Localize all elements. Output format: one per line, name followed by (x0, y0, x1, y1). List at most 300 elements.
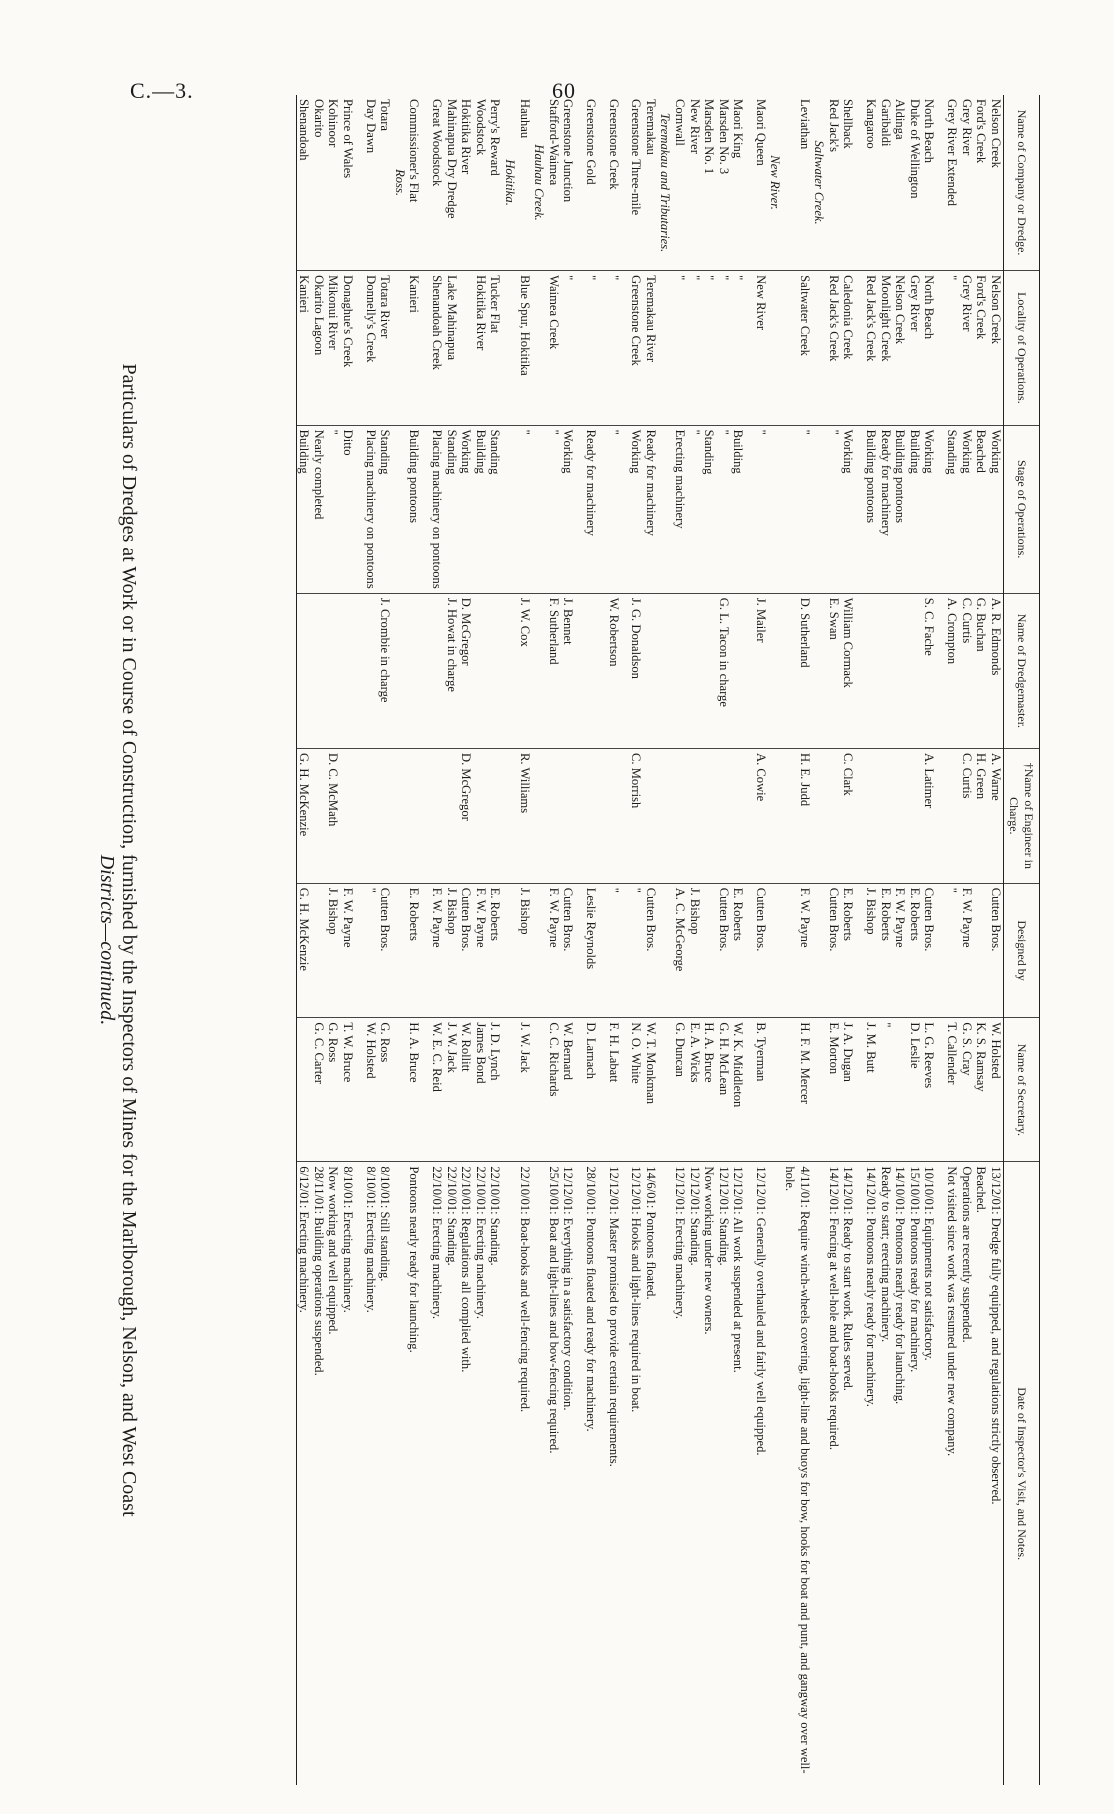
table-row (716, 95, 731, 1785)
table-cell: Blue Spur, Hokitika (517, 271, 532, 425)
table-cell: Teremakau River (643, 271, 658, 425)
table-cell: Grey River (959, 271, 974, 425)
table-cell: J. W. Jack (444, 1018, 459, 1162)
table-cell: J. Bishop (444, 883, 459, 1018)
table-cell: Cutten Bros. (561, 883, 576, 1018)
table-cell: W. Rollitt (459, 1018, 474, 1162)
table-cell: Nelson Creek (988, 271, 1003, 425)
table-cell (583, 749, 598, 884)
table-cell: A. Crompton (944, 593, 959, 748)
table-cell: Grey River Extended (945, 99, 960, 207)
table-row (959, 95, 974, 1785)
table-cell (893, 749, 908, 884)
table-cell (392, 749, 407, 884)
table-row (841, 95, 856, 1785)
table-cell: Hokitika River (459, 99, 474, 175)
document-code: C.—3. (130, 78, 194, 103)
table-cell: J. Howat in charge (444, 593, 459, 748)
table-cell: 14/10/01: Pontoons nearly ready for launching. (893, 1162, 908, 1785)
table-cell: J. W. Cox (517, 593, 532, 748)
table-cell: " (944, 883, 959, 1018)
table-cell: Kanieri (296, 271, 311, 425)
table-cell (392, 425, 407, 593)
table-cell: F. H. Labatt (606, 1018, 621, 1162)
table-cell: Nelson Creek (988, 99, 1003, 168)
table-cell: D. Sutherland (783, 593, 812, 748)
table-cell: D. C. McMath (326, 749, 341, 884)
table-cell (546, 749, 561, 884)
table-cell: Mikonui River (326, 271, 341, 425)
table-cell: Saltwater Creek (783, 271, 812, 425)
table-cell: 13/12/01: Dredge fully equipped, and regulations strictly observed. (988, 1162, 1003, 1785)
table-cell: Maori King (731, 99, 746, 159)
table-cell: Shenandoah (296, 95, 311, 271)
table-row (340, 95, 355, 1785)
table-cell (488, 749, 503, 884)
table-cell (768, 425, 783, 593)
table-cell: G. L. Tacon in charge (716, 593, 731, 748)
table-cell: " (731, 271, 746, 425)
table-cell: A. C. McGeorge (672, 883, 687, 1018)
table-cell: " (783, 425, 812, 593)
table-cell (944, 749, 959, 884)
table-cell: Marsden No. 1 (702, 99, 717, 175)
table-cell: J. M. Butt (863, 1018, 878, 1162)
table-cell: Cutten Bros. (922, 883, 937, 1018)
table-cell (311, 883, 326, 1018)
table-cell: Commissioner's Flat (407, 99, 422, 203)
table-cell (658, 883, 673, 1018)
table-row (363, 95, 378, 1785)
table-cell: " (702, 271, 717, 425)
table-row (296, 95, 311, 1785)
table-cell: 22/10/01: Boat-hooks and well-fencing required. (517, 1162, 532, 1785)
table-cell (907, 593, 922, 748)
table-cell: L. G. Reeves (922, 1018, 937, 1162)
table-cell: " (629, 883, 644, 1018)
table-cell: G. Ross (326, 1018, 341, 1162)
table-cell: Waimea Creek (546, 271, 561, 425)
table-cell (672, 593, 687, 748)
table-cell: E. Morton (826, 1018, 841, 1162)
table-cell: J. Bishop (517, 883, 532, 1018)
table-cell: Placing machinery on pontoons (429, 425, 444, 593)
table-row (407, 95, 422, 1785)
table-row (702, 95, 717, 1785)
table-cell: Operations are recently suspended. (959, 1162, 974, 1785)
table-cell: Day Dawn (363, 99, 378, 154)
table-cell (561, 749, 576, 884)
column-header: Designed by (1003, 883, 1039, 1018)
table-cell (658, 1018, 673, 1162)
table-row (488, 95, 503, 1785)
table-cell: C. Clark (841, 749, 856, 884)
page-title (96, 95, 140, 1785)
table-cell: D. McGregor (459, 593, 474, 748)
table-cell: Teremakau (643, 99, 658, 155)
table-row (517, 95, 532, 1785)
table-cell: Cutten Bros. (753, 883, 768, 1018)
rotated-table-block (50, 95, 1040, 1785)
table-cell: J. Bishop (687, 883, 702, 1018)
table-row (583, 95, 598, 1785)
table-cell (392, 271, 407, 425)
table-cell: J. D. Lynch (488, 1018, 503, 1162)
table-cell: 8/10/01: Erecting machinery. (363, 1162, 378, 1785)
table-cell: James Bond (473, 1018, 488, 1162)
table-cell: Stafford-Waimea (546, 99, 561, 186)
table-cell: 22/10/01: Regulations all complied with. (459, 1162, 474, 1785)
table-cell (296, 1018, 311, 1162)
table-cell: 10/10/01: Equipments not satisfactory. (922, 1162, 937, 1785)
table-cell: " (753, 425, 768, 593)
table-cell: 12/12/01: Erecting machinery. (672, 1162, 687, 1785)
table-cell: H. Green (974, 749, 989, 884)
table-header-row (1003, 95, 1039, 1785)
table-cell: A. R. Edmonds (988, 593, 1003, 748)
table-cell: Grey River (959, 99, 974, 156)
table-cell: Cutten Bros. (826, 883, 841, 1018)
table-cell: Kangaroo (864, 99, 879, 149)
table-cell (473, 749, 488, 884)
table-cell: E. Roberts (841, 883, 856, 1018)
table-cell: Working (959, 425, 974, 593)
table-cell: " (944, 271, 959, 425)
table-cell (687, 749, 702, 884)
table-cell: Ford's Creek (974, 99, 989, 164)
table-cell: H. F. M. Mercer (783, 1018, 812, 1162)
table-cell: Greenstone Creek (629, 271, 644, 425)
table-cell (502, 1162, 517, 1785)
section-row (658, 95, 673, 1785)
table-cell (407, 749, 422, 884)
table-cell: 12/12/01: Standing. (687, 1162, 702, 1785)
table-cell (502, 593, 517, 748)
table-cell: " (326, 425, 341, 593)
table-cell: Beached (974, 425, 989, 593)
table-cell: " (878, 1018, 893, 1162)
table-cell: Perry's Reward (488, 99, 503, 176)
table-cell: Cutten Bros. (643, 883, 658, 1018)
table-cell: New River (687, 99, 702, 154)
table-row (378, 95, 393, 1785)
table-cell: W. E. C. Reid (429, 1018, 444, 1162)
table-cell: Teremakau and Tributaries. (658, 112, 673, 253)
table-cell: Caledonia Creek (841, 271, 856, 425)
table-cell (502, 749, 517, 884)
table-row (893, 95, 908, 1785)
table-row (783, 95, 812, 1785)
table-cell: Red Jack's Creek (863, 271, 878, 425)
table-cell: 14/12/01: Pontoons nearly ready for machinery. (863, 1162, 878, 1785)
table-cell: Building pontoons (893, 425, 908, 593)
table-cell: 4/11/01: Require winch-wheels covering, light-line and buoys for bow, hooks for boat and punt, and gangway over well-hole. (783, 1162, 812, 1785)
table-cell: Working (922, 425, 937, 593)
table-cell (459, 271, 474, 425)
table-cell: Standing (444, 425, 459, 593)
table-cell: Hokitika. (503, 159, 517, 206)
table-cell (658, 1162, 673, 1785)
table-cell: Cutten Bros. (988, 883, 1003, 1018)
table-cell: Prince of Wales (341, 99, 356, 179)
table-cell: Donnelly's Creek (363, 271, 378, 425)
table-cell (606, 749, 621, 884)
table-cell (429, 593, 444, 748)
table-cell: " (687, 271, 702, 425)
table-row (731, 95, 746, 1785)
table-cell: Hauhau (517, 99, 532, 139)
table-cell: Hauhau Creek. (532, 144, 547, 221)
table-row (546, 95, 561, 1785)
table-cell (768, 1162, 783, 1785)
table-cell: G. C. Carter (311, 1018, 326, 1162)
table-row (561, 95, 576, 1785)
table-cell: W. T. Monkman (643, 1018, 658, 1162)
table-cell: Nelson Creek (893, 271, 908, 425)
table-row (974, 95, 989, 1785)
table-cell: Shellback (841, 99, 856, 149)
table-cell: 25/10/01: Boat and light-lines and bow-fencing required. (546, 1162, 561, 1785)
table-cell: 12/12/01: Hooks and light-lines required in boat. (629, 1162, 644, 1785)
table-cell (702, 749, 717, 884)
table-cell: Cornwall (672, 99, 687, 146)
table-cell: K. S. Ramsay (974, 1018, 989, 1162)
table-cell (731, 749, 746, 884)
table-cell: E. Roberts (907, 883, 922, 1018)
table-cell: Woodstock (473, 99, 488, 156)
table-cell (532, 593, 547, 748)
table-cell: Cutten Bros. (378, 883, 393, 1018)
table-cell (363, 593, 378, 748)
table-cell: N. O. White (629, 1018, 644, 1162)
column-header: †Name of Engineer in Charge. (1003, 749, 1039, 884)
table-cell (392, 883, 407, 1018)
table-cell: Erecting machinery (672, 425, 687, 593)
table-cell: D. Larnach (583, 1018, 598, 1162)
table-cell: Maori Queen (753, 99, 768, 166)
table-cell: W. K. Middleton (731, 1018, 746, 1162)
table-cell: " (561, 271, 576, 425)
table-cell (812, 1162, 827, 1785)
table-cell (893, 1018, 908, 1162)
table-cell: Working (561, 425, 576, 593)
table-cell (702, 883, 717, 1018)
table-cell (768, 1018, 783, 1162)
table-cell: J. A. Dugan (841, 1018, 856, 1162)
table-cell (643, 749, 658, 884)
table-cell: Working (629, 425, 644, 593)
table-cell (812, 425, 827, 593)
table-cell: G. S. Cray (959, 1018, 974, 1162)
table-cell: T. Callender (944, 1018, 959, 1162)
table-cell: Totara (378, 99, 393, 131)
section-row (812, 95, 827, 1785)
table-cell (658, 425, 673, 593)
table-cell: E. A. Wicks (687, 1018, 702, 1162)
table-cell: F. W. Payne (429, 883, 444, 1018)
table-cell (974, 883, 989, 1018)
table-cell (583, 593, 598, 748)
table-row (907, 95, 922, 1785)
table-row (311, 95, 326, 1785)
column-header: Locality of Operations. (1003, 271, 1039, 425)
table-cell (502, 1018, 517, 1162)
table-cell: E. Roberts (731, 883, 746, 1018)
table-cell: " (583, 271, 598, 425)
table-cell: Greenstone Three-mile (629, 99, 644, 216)
table-cell: Okarito Lagoon (311, 271, 326, 425)
table-cell: D. Leslie (907, 1018, 922, 1162)
table-cell (878, 593, 893, 748)
table-cell: J. Mailer (753, 593, 768, 748)
table-cell: E. Roberts (407, 883, 422, 1018)
column-header: Name of Dredgemaster. (1003, 593, 1039, 748)
table-cell: Leslie Reynolds (583, 883, 598, 1018)
table-cell: Working (988, 425, 1003, 593)
table-cell: " (716, 425, 731, 593)
table-cell (907, 749, 922, 884)
table-cell: North Beach (922, 99, 937, 163)
table-cell (502, 425, 517, 593)
table-cell: Aldinga (893, 99, 908, 140)
table-cell: Marsden No. 3 (716, 99, 731, 175)
table-cell: " (363, 883, 378, 1018)
table-cell (893, 593, 908, 748)
table-cell: A. Latimer (922, 749, 937, 884)
table-cell (826, 749, 841, 884)
table-cell: E. Roberts (878, 883, 893, 1018)
column-header: Date of Inspector's Visit, and Notes. (1003, 1162, 1039, 1785)
table-cell: A. Cowie (753, 749, 768, 884)
table-cell (363, 749, 378, 884)
table-cell: " (687, 425, 702, 593)
title-line-2: Districts—continued. (96, 854, 118, 1026)
table-row (326, 95, 341, 1785)
table-cell: Building (731, 425, 746, 593)
table-cell (658, 271, 673, 425)
table-cell: 12/12/01: Everything in a satisfactory condition. (561, 1162, 576, 1785)
table-cell: F. W. Payne (783, 883, 812, 1018)
table-cell: North Beach (922, 271, 937, 425)
table-cell: C. Curtis (959, 593, 974, 748)
table-cell: C. Morrish (629, 749, 644, 884)
table-cell (502, 271, 517, 425)
table-cell: Not visited since work was resumed under new company. (944, 1162, 959, 1785)
table-cell (812, 883, 827, 1018)
table-cell: Red Jack's Creek (826, 271, 841, 425)
table-cell: F. Sutherland (546, 593, 561, 748)
table-cell: Working (841, 425, 856, 593)
table-cell (863, 749, 878, 884)
table-row (753, 95, 768, 1785)
table-cell (340, 749, 355, 884)
table-cell (643, 593, 658, 748)
table-cell (768, 271, 783, 425)
table-cell: Greenstone Creek (606, 99, 621, 190)
table-cell (812, 1018, 827, 1162)
table-cell: " (672, 271, 687, 425)
section-row (502, 95, 517, 1785)
table-cell: Kanieri (407, 271, 422, 425)
table-cell: Placing machinery on pontoons (363, 425, 378, 593)
table-cell: G. H. McLean (716, 1018, 731, 1162)
section-row (532, 95, 547, 1785)
table-cell (429, 749, 444, 884)
table-cell: 12/12/01: All work suspended at present. (731, 1162, 746, 1785)
table-cell: G. Duncan (672, 1018, 687, 1162)
table-cell: " (606, 883, 621, 1018)
table-cell (532, 271, 547, 425)
table-cell: 14/12/01: Fencing at well-hole and boat-hooks required. (826, 1162, 841, 1785)
table-cell (658, 593, 673, 748)
table-cell (687, 593, 702, 748)
table-row (988, 95, 1003, 1785)
table-row (826, 95, 841, 1785)
table-cell (340, 593, 355, 748)
table-cell: 12/12/01: Master promised to provide certain requirements. (606, 1162, 621, 1785)
table-cell: Hokitika River (473, 271, 488, 425)
table-cell: 22/10/01: Erecting machinery. (429, 1162, 444, 1785)
table-cell: " (517, 425, 532, 593)
table-cell: 28/11/01: Building operations suspended. (311, 1162, 326, 1785)
table-cell (658, 749, 673, 884)
table-cell (878, 749, 893, 884)
table-cell: G. H. McKenzie (296, 749, 311, 884)
table-cell (812, 271, 827, 425)
table-cell (532, 425, 547, 593)
table-cell: C. Curtis (959, 749, 974, 884)
table-cell (488, 593, 503, 748)
table-cell: Cutten Bros. (459, 883, 474, 1018)
table-cell: 12/12/01: Standing. (716, 1162, 731, 1785)
table-cell: " (546, 425, 561, 593)
table-cell (863, 593, 878, 748)
table-cell: Okarito (311, 99, 326, 138)
table-cell: 8/10/01: Erecting machinery. (340, 1162, 355, 1785)
table-row (444, 95, 459, 1785)
table-cell: Building pontoons (407, 425, 422, 593)
table-cell: E. Roberts (488, 883, 503, 1018)
table-cell: Standing (488, 425, 503, 593)
table-cell: Kohinoor (326, 99, 341, 148)
table-cell: J. Bishop (326, 883, 341, 1018)
table-cell (768, 749, 783, 884)
table-cell: Standing (378, 425, 393, 593)
table-cell: Ford's Creek (974, 271, 989, 425)
table-cell: Donaghue's Creek (340, 271, 355, 425)
table-cell: Leviathan (797, 99, 812, 150)
table-cell: " (716, 271, 731, 425)
title-line-1: Particulars of Dredges at Work or in Course of Construction, furnished by the Inspectors of Mines for the Marlborough, Nelson, and West Coast (118, 363, 140, 1517)
table-cell: C. C. Richards (546, 1018, 561, 1162)
table-cell: Building (907, 425, 922, 593)
table-cell: Garibaldi (878, 99, 893, 147)
table-cell: " (826, 425, 841, 593)
table-cell: J. G. Donaldson (629, 593, 644, 748)
table-cell (378, 749, 393, 884)
table-cell: W. Holsted (988, 1018, 1003, 1162)
table-cell (532, 1162, 547, 1785)
table-cell: Ditto (340, 425, 355, 593)
table-cell (716, 749, 731, 884)
table-cell (812, 593, 827, 748)
table-cell (768, 883, 783, 1018)
page-number: 60 (552, 78, 576, 103)
table-cell: Ready for machinery (583, 425, 598, 593)
table-cell (502, 883, 517, 1018)
table-cell (532, 749, 547, 884)
table-cell: H. A. Bruce (407, 1018, 422, 1162)
